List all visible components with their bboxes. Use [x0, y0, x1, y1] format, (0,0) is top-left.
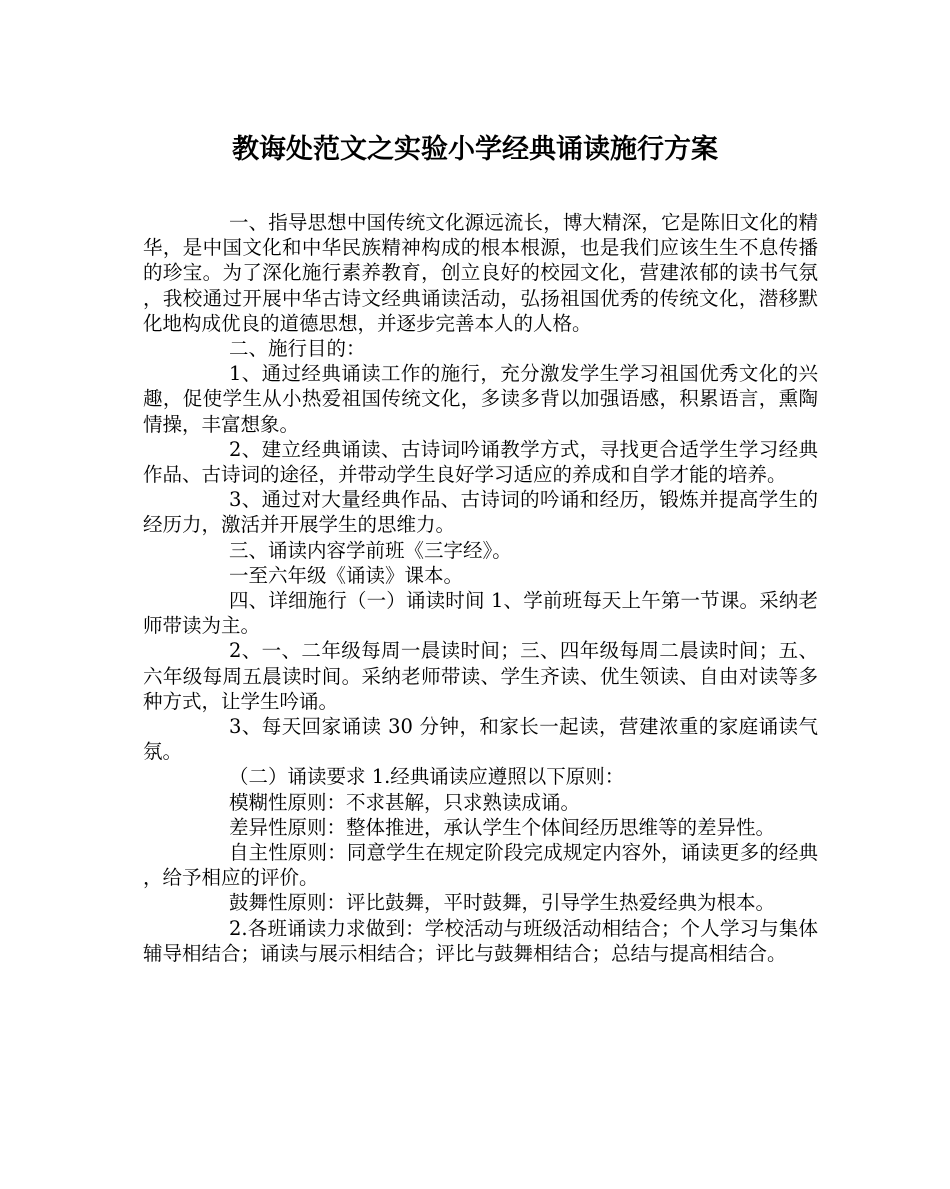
paragraph: 2、一、二年级每周一晨读时间；三、四年级每周二晨读时间；五、六年级每周五晨读时间。采纳老师带读、学生齐读、优生领读、自由对读等多种方式，让学生吟诵。: [143, 639, 818, 713]
paragraph: 模糊性原则：不求甚解，只求熟读成诵。: [229, 790, 581, 814]
paragraph: 自主性原则：同意学生在规定阶段完成规定内容外，诵读更多的经典，给予相应的评价。: [143, 841, 818, 890]
paragraph: 鼓舞性原则：评比鼓舞，平时鼓舞，引导学生热爱经典为根本。: [229, 891, 776, 915]
paragraph: 四、详细施行（一）诵读时间 1、学前班每天上午第一节课。采纳老师带读为主。: [143, 589, 818, 638]
document-title: 教诲处范文之实验小学经典诵读施行方案: [232, 134, 718, 165]
paragraph: 差异性原则：整体推进，承认学生个体间经历思维等的差异性。: [229, 815, 776, 839]
paragraph: 一至六年级《诵读》课本。: [229, 563, 464, 587]
paragraph: 1、通过经典诵读工作的施行，充分激发学生学习祖国优秀文化的兴趣，促使学生从小热爱祖国传统文化，多读多背以加强语感，积累语言，熏陶情操，丰富想象。: [143, 362, 818, 436]
paragraph: 一、指导思想中国传统文化源远流长，博大精深，它是陈旧文化的精华，是中国文化和中华民族精神构成的根本根源，也是我们应该生生不息传播的珍宝。为了深化施行素养教育，创立良好的校园文化，营建浓郁的读书气氛，我校通过开展中华古诗文经典诵读活动，弘扬祖国优秀的传统文化，潜移默化地构成优良的道德思想，并逐步完善本人的人格。: [143, 211, 818, 335]
paragraph: 三、诵读内容学前班《三字经》。: [229, 538, 512, 562]
paragraph: 2.各班诵读力求做到：学校活动与班级活动相结合；个人学习与集体辅导相结合；诵读与展示相结合；评比与鼓舞相结合；总结与提高相结合。: [143, 916, 818, 965]
paragraph: 3、通过对大量经典作品、古诗词的吟诵和经历，锻炼并提高学生的经历力，激活并开展学生的思维力。: [143, 488, 818, 537]
paragraph: （二）诵读要求 1.经典诵读应遵照以下原则：: [229, 765, 625, 789]
paragraph: 3、每天回家诵读 30 分钟，和家长一起读，营建浓重的家庭诵读气氛。: [143, 715, 818, 764]
document-body: [143, 210, 818, 966]
paragraph: 二、施行目的：: [229, 337, 366, 361]
paragraph: 2、建立经典诵读、古诗词吟诵教学方式，寻找更合适学生学习经典作品、古诗词的途径，并带动学生良好学习适应的养成和自学才能的培养。: [143, 437, 818, 487]
